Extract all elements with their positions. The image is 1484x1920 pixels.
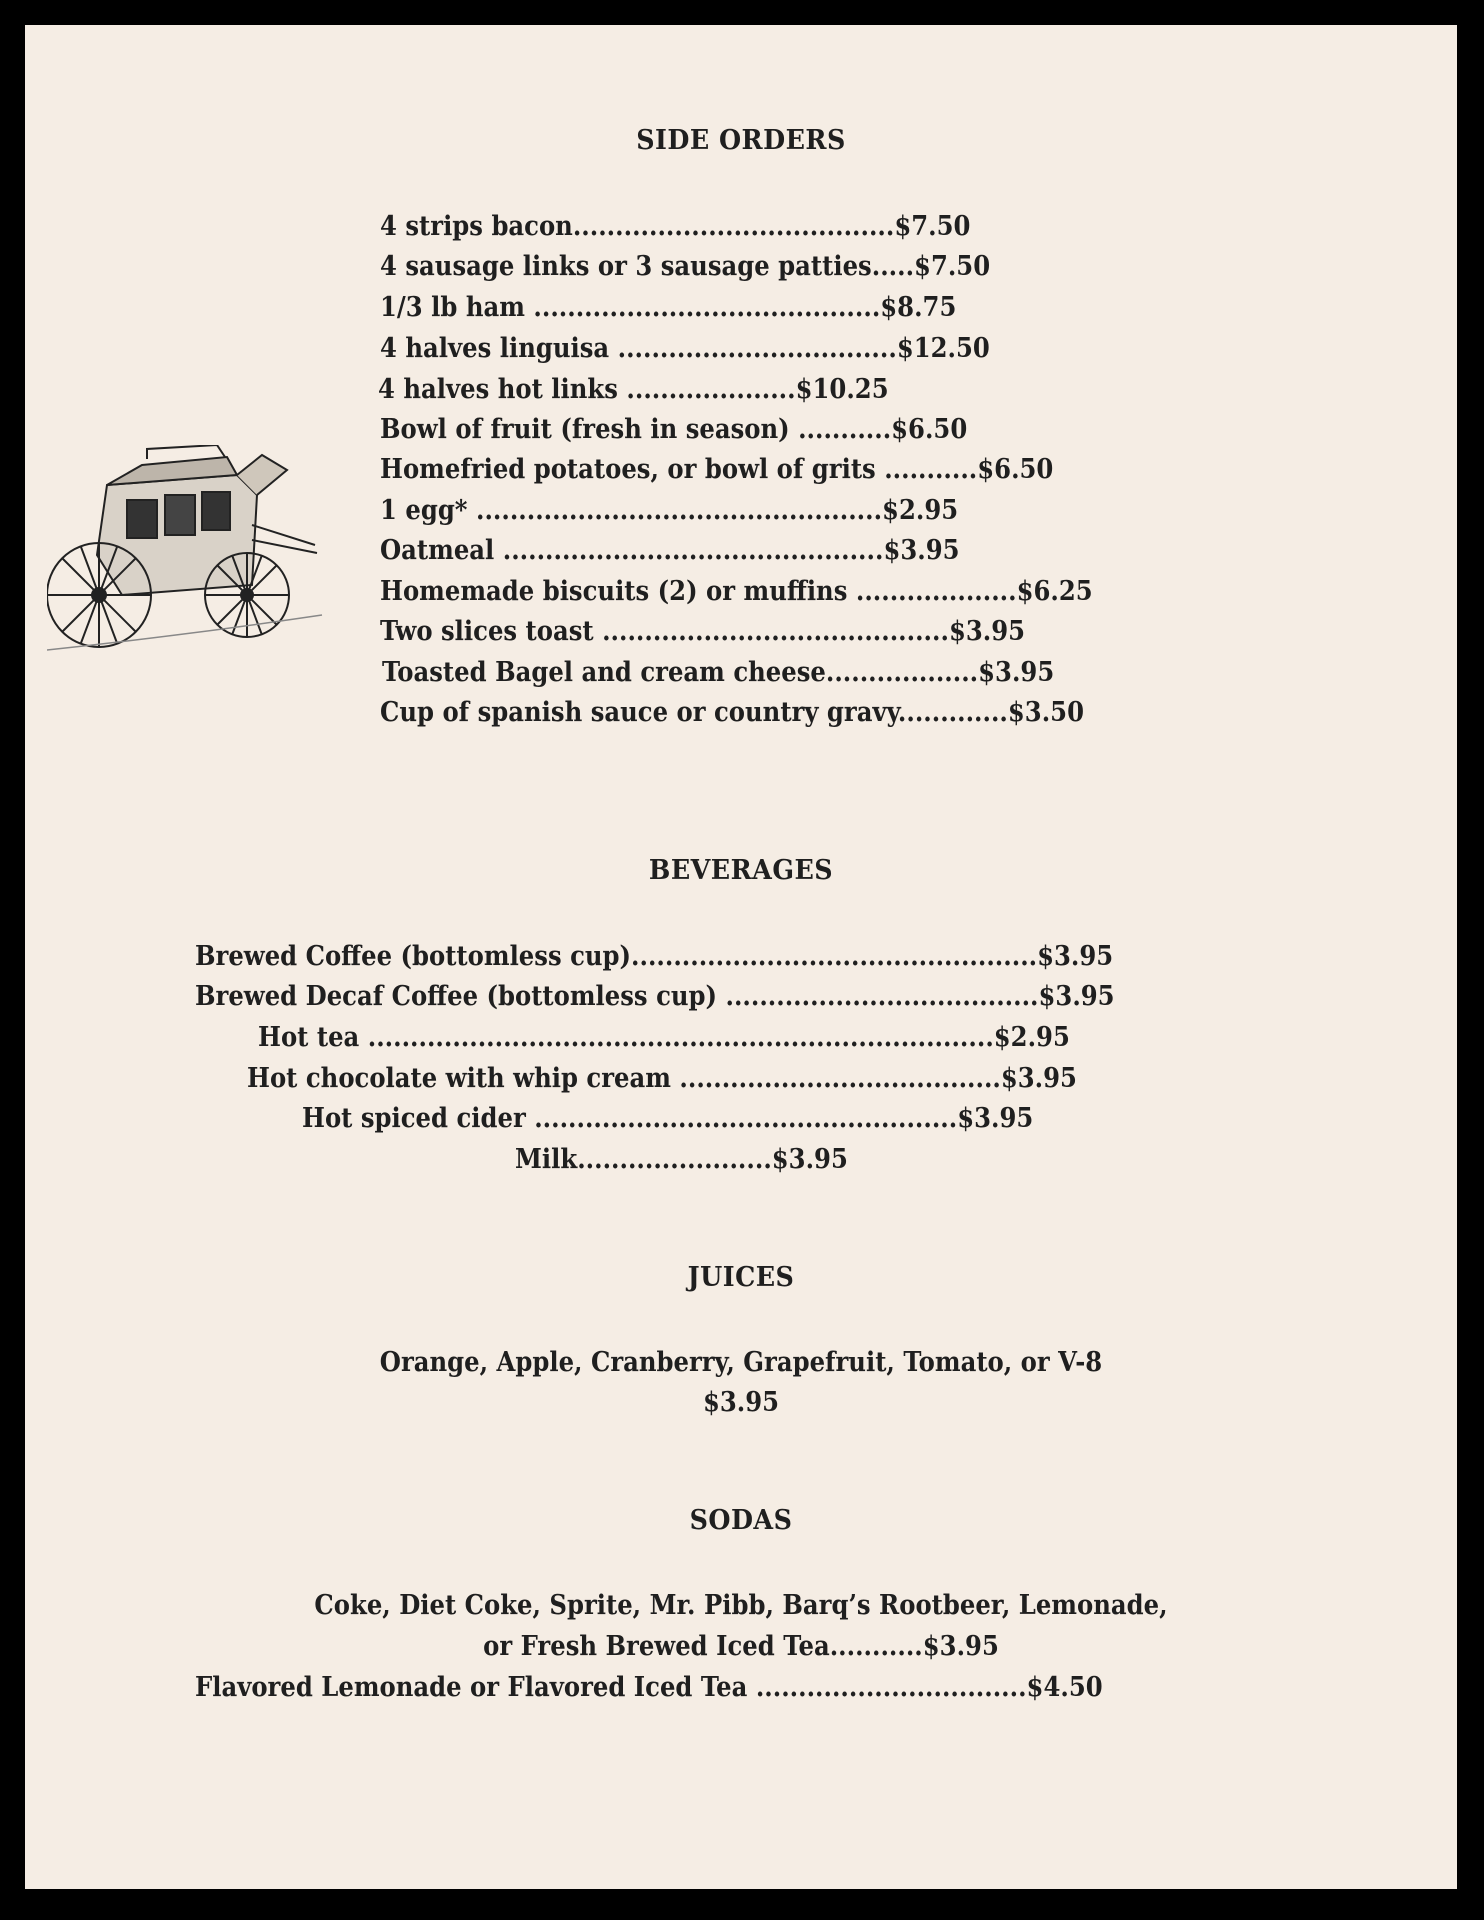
beverage-hot-chocolate: Hot chocolate with whip cream ......................................$3.95 (247, 1063, 1077, 1094)
beverages-heading: BEVERAGES (648, 855, 834, 886)
menu-item-gravy: Cup of spanish sauce or country gravy.............$3.50 (380, 697, 1084, 728)
beverage-hot-tea: Hot tea ..........................................................................$2.95 (258, 1022, 1070, 1053)
beverage-decaf: Brewed Decaf Coffee (bottomless cup) .....................................$3.95 (195, 981, 1115, 1012)
menu-item-fruit: Bowl of fruit (fresh in season) ...........$6.50 (380, 414, 968, 445)
sodas-heading: SODAS (689, 1505, 793, 1536)
juices-heading: JUICES (687, 1262, 795, 1293)
beverage-coffee: Brewed Coffee (bottomless cup)................................................$3.95 (195, 941, 1114, 972)
menu-item-egg: 1 egg* ................................................$2.95 (380, 495, 959, 526)
beverage-milk: Milk.......................$3.95 (515, 1144, 848, 1175)
menu-item-toast: Two slices toast .........................................$3.95 (380, 616, 1026, 647)
menu-item-ham: 1/3 lb ham .........................................$8.75 (380, 292, 957, 323)
menu-item-bacon: 4 strips bacon......................................$7.50 (380, 211, 971, 242)
beverage-hot-cider: Hot spiced cider ..................................................$3.95 (302, 1103, 1034, 1134)
sodas-list: Coke, Diet Coke, Sprite, Mr. Pibb, Barq’s Rootbeer, Lemonade, (314, 1590, 1168, 1621)
menu-item-potatoes: Homefried potatoes, or bowl of grits ...........$6.50 (380, 454, 1054, 485)
juices-price: $3.95 (702, 1387, 780, 1418)
juices-list: Orange, Apple, Cranberry, Grapefruit, Tomato, or V-8 (379, 1347, 1103, 1378)
menu-item-bagel: Toasted Bagel and cream cheese..................$3.95 (382, 657, 1055, 688)
menu-item-hot-links: 4 halves hot links ....................$10.25 (378, 374, 889, 405)
menu-item-sausage: 4 sausage links or 3 sausage patties.....$7.50 (380, 251, 991, 282)
side-orders-heading: SIDE ORDERS (636, 125, 846, 156)
sodas-flavored: Flavored Lemonade or Flavored Iced Tea ................................$4.50 (195, 1672, 1103, 1703)
stagecoach-illustration-icon (47, 445, 327, 665)
menu-item-oatmeal: Oatmeal .............................................$3.95 (380, 535, 960, 566)
menu-item-biscuits: Homemade biscuits (2) or muffins ...................$6.25 (380, 576, 1093, 607)
menu-page (25, 25, 1457, 1889)
menu-item-linguisa: 4 halves linguisa .................................$12.50 (380, 333, 990, 364)
sodas-iced-tea: or Fresh Brewed Iced Tea...........$3.95 (483, 1631, 999, 1662)
